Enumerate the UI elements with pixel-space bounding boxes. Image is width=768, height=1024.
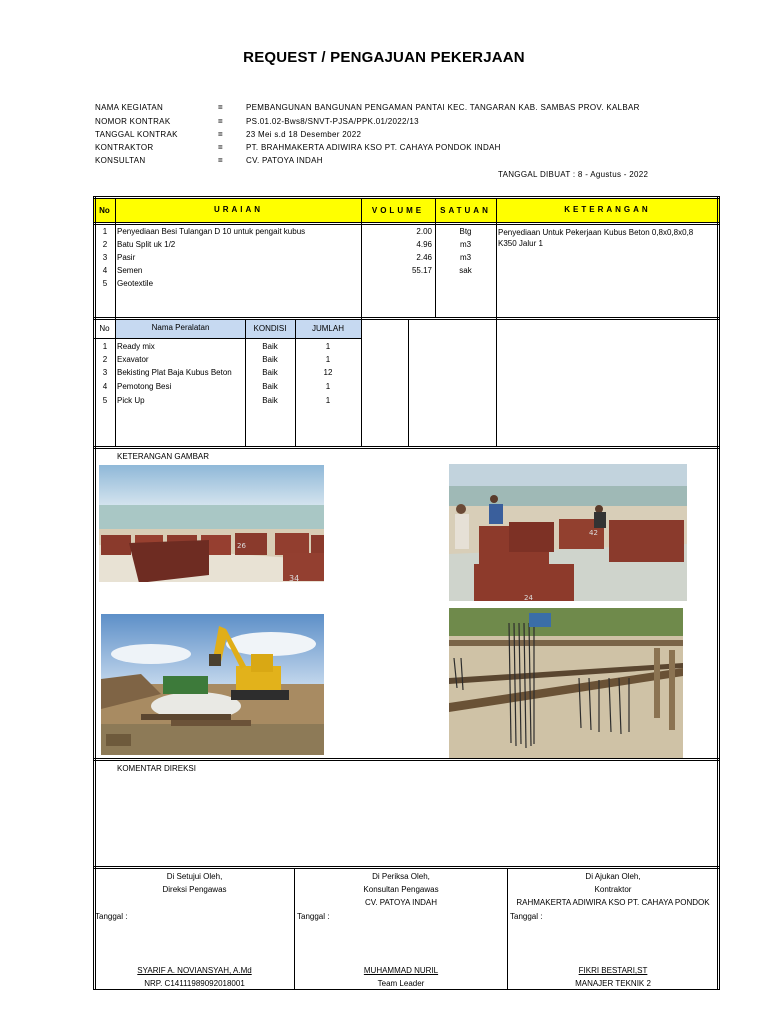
info-separator: = [218, 156, 223, 165]
info-label-kegiatan: NAMA KEGIATAN [95, 103, 164, 112]
table-border [361, 198, 362, 446]
info-separator: = [218, 130, 223, 139]
sig-sub: MANAJER TEKNIK 2 [575, 979, 651, 988]
row-nama: Bekisting Plat Baja Kubus Beton [117, 368, 232, 377]
table-border [93, 222, 720, 223]
table-border [408, 319, 409, 446]
info-label-konsultan: KONSULTAN [95, 156, 146, 165]
row-uraian: Batu Split uk 1/2 [117, 240, 176, 249]
row-jumlah: 1 [325, 342, 331, 351]
table-border [93, 989, 720, 990]
row-kondisi: Baik [262, 355, 278, 364]
site-photo-rebar [449, 608, 683, 758]
keterangan-text: Penyediaan Untuk Pekerjaan Kubus Beton 0,8x0,8x0,8 K350 Jalur 1 [498, 228, 694, 248]
table-border [717, 196, 718, 990]
sig-line1: Di Periksa Oleh, [372, 872, 430, 881]
sig-tanggal: Tanggal : [95, 912, 128, 921]
info-value-konsultan: CV. PATOYA INDAH [246, 156, 323, 165]
sig-line1: Di Ajukan Oleh, [585, 872, 641, 881]
table-border [93, 198, 720, 199]
table-border [93, 758, 720, 759]
row-no: 3 [102, 253, 108, 262]
col-header-jumlah: JUMLAH [311, 324, 344, 333]
row-jumlah: 12 [323, 368, 333, 377]
table-border [93, 196, 94, 990]
row-kondisi: Baik [262, 396, 278, 405]
row-nama: Pemotong Besi [117, 382, 172, 391]
col-header-keterangan: KETERANGAN [564, 205, 651, 214]
row-no: 1 [102, 227, 108, 236]
date-made: TANGGAL DIBUAT : 8 - Agustus - 2022 [498, 170, 649, 179]
site-photo-workers-formwork [449, 464, 687, 601]
row-no: 1 [102, 342, 108, 351]
site-photo-excavator [101, 614, 324, 755]
row-nama: Exavator [117, 355, 149, 364]
site-photo-formwork-beach [99, 465, 324, 582]
info-separator: = [218, 103, 223, 112]
gambar-label: KETERANGAN GAMBAR [117, 452, 210, 461]
table-border [719, 196, 720, 990]
sig-name: SYARIF A. NOVIANSYAH, A.Md [137, 966, 252, 975]
col-header-no: No [99, 206, 110, 215]
row-satuan: sak [459, 266, 472, 275]
row-volume: 55.17 [411, 266, 432, 275]
table-border [93, 760, 720, 761]
info-label-nomor-kontrak: NOMOR KONTRAK [95, 117, 171, 126]
table-border [115, 198, 116, 446]
row-volume: 2.00 [416, 227, 432, 236]
page-title: REQUEST / PENGAJUAN PEKERJAAN [243, 49, 525, 66]
box-number: 34 [289, 574, 300, 582]
box-number: 42 [589, 529, 598, 537]
table-border [93, 448, 720, 449]
row-satuan: Btg [459, 227, 472, 236]
sig-line1: Di Setujui Oleh, [166, 872, 223, 881]
info-value-kontraktor: PT. BRAHMAKERTA ADIWIRA KSO PT. CAHAYA PONDOK INDAH [246, 143, 501, 152]
row-no: 2 [102, 355, 108, 364]
row-kondisi: Baik [262, 342, 278, 351]
sig-tanggal: Tanggal : [510, 912, 543, 921]
sig-name: MUHAMMAD NURIL [363, 966, 439, 975]
sig-name: FIKRI BESTARI,ST [578, 966, 648, 975]
info-separator: = [218, 143, 223, 152]
table-border [95, 196, 96, 990]
table-border [93, 868, 720, 869]
row-no: 3 [102, 368, 108, 377]
info-label-kontraktor: KONTRAKTOR [95, 143, 154, 152]
row-kondisi: Baik [262, 382, 278, 391]
table-border [93, 317, 720, 318]
komentar-label: KOMENTAR DIREKSI [117, 764, 196, 773]
sig-line2: Direksi Pengawas [162, 885, 227, 894]
table-border [93, 338, 361, 339]
row-no: 5 [102, 396, 108, 405]
sig-line2: Kontraktor [594, 885, 632, 894]
row-kondisi: Baik [262, 368, 278, 377]
col-header-uraian: URAIAN [213, 205, 264, 214]
col-header-no-2: No [99, 324, 110, 333]
col-header-satuan: SATUAN [440, 206, 491, 215]
table-border [93, 866, 720, 867]
info-value-tanggal-kontrak: 23 Mei s.d 18 Desember 2022 [246, 130, 362, 139]
info-value-nomor-kontrak: PS.01.02-Bws8/SNVT-PJSA/PPK.01/2022/13 [246, 117, 419, 126]
info-separator: = [218, 117, 223, 126]
row-satuan: m3 [459, 240, 472, 249]
info-value-kegiatan: PEMBANGUNAN BANGUNAN PENGAMAN PANTAI KEC. TANGARAN KAB. SAMBAS PROV. KALBAR [246, 103, 640, 112]
table-border [93, 224, 720, 225]
sig-sub: Team Leader [377, 979, 425, 988]
col-header-volume: VOLUME [371, 206, 425, 215]
box-number: 24 [524, 594, 533, 601]
row-uraian: Semen [117, 266, 143, 275]
table-border [93, 319, 720, 320]
row-nama: Pick Up [117, 396, 145, 405]
table-border [93, 196, 720, 197]
row-jumlah: 1 [325, 396, 331, 405]
row-uraian: Penyediaan Besi Tulangan D 10 untuk pengait kubus [117, 227, 306, 236]
row-no: 4 [102, 266, 108, 275]
col-header-nama-peralatan: Nama Peralatan [151, 323, 210, 332]
row-jumlah: 1 [325, 382, 331, 391]
row-uraian: Geotextile [117, 279, 154, 288]
box-number: 26 [237, 542, 246, 550]
row-volume: 2.46 [416, 253, 432, 262]
sig-line2: Konsultan Pengawas [363, 885, 439, 894]
row-satuan: m3 [459, 253, 472, 262]
sig-tanggal: Tanggal : [297, 912, 330, 921]
sig-line3: CV. PATOYA INDAH [364, 898, 438, 907]
row-nama: Ready mix [117, 342, 155, 351]
row-no: 2 [102, 240, 108, 249]
row-no: 4 [102, 382, 108, 391]
info-label-tanggal-kontrak: TANGGAL KONTRAK [95, 130, 178, 139]
table-border [93, 446, 720, 447]
row-volume: 4.96 [416, 240, 432, 249]
col-header-kondisi: KONDISI [253, 324, 287, 333]
row-jumlah: 1 [325, 355, 331, 364]
table-border [496, 198, 497, 446]
sig-line3: RAHMAKERTA ADIWIRA KSO PT. CAHAYA PONDOK [516, 898, 710, 907]
sig-sub: NRP. C14111989092018001 [144, 979, 245, 988]
row-no: 5 [102, 279, 108, 288]
row-uraian: Pasir [117, 253, 136, 262]
